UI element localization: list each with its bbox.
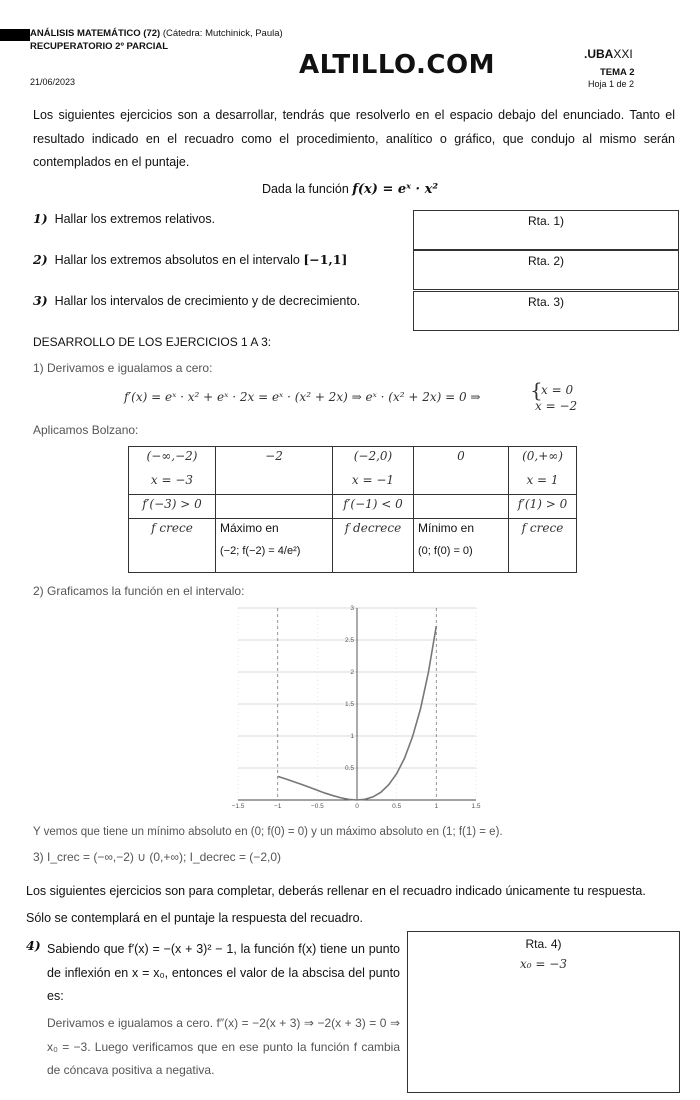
table-cell <box>414 495 509 519</box>
function-graph <box>226 600 486 815</box>
question-4-solution: Derivamos e igualamos a cero. f″(x) = −2(x + 3) ⇒ −2(x + 3) = 0 ⇒ x₀ = −3. Luego verificamos que en ese punto la función f cambia de cóncava positiva a negativa. <box>47 1016 400 1077</box>
y-tick-label: 2 <box>350 669 354 676</box>
root-1: x = 0 <box>541 383 574 397</box>
intro-paragraph: Los siguientes ejercicios son a desarrollar, tendrás que resolverlo en el espacio debajo del enunciado. Tanto el resultado indicado en el recuadro como el procedimiento, analítico o gráfico, que condujo al mismo serán contemplados en el puntaje. <box>33 108 675 169</box>
table-cell: x = −3 <box>129 471 216 495</box>
table-cell <box>509 543 577 573</box>
x-tick-label: −1.5 <box>231 803 245 810</box>
table-cell: Máximo en <box>216 519 333 543</box>
table-cell <box>216 495 333 519</box>
answer-box-4[interactable] <box>407 931 680 1093</box>
question-1: 1) Hallar los extremos relativos. <box>33 211 216 226</box>
derivative-equation: f′(x) = eˣ · x² + eˣ · 2x = eˣ · (x² + 2x) ⇒ eˣ · (x² + 2x) = 0 ⇒ <box>124 390 481 404</box>
x-tick-label: −0.5 <box>310 803 324 810</box>
table-cell: f crece <box>129 519 216 543</box>
table-cell <box>216 471 333 495</box>
tema-label: TEMA 2 <box>600 67 635 78</box>
question-4-number: 4) <box>26 938 41 953</box>
completion-instructions-1: Los siguientes ejercicios son para completar, deberás rellenar en el recuadro indicado únicamente tu respuesta. <box>26 884 646 898</box>
y-tick-label: 1 <box>350 733 354 740</box>
table-cell <box>414 471 509 495</box>
exam-date: 21/06/2023 <box>30 77 76 87</box>
x-tick-label: 1.5 <box>471 803 481 810</box>
question-3: 3) Hallar los intervalos de crecimiento y de decrecimiento. <box>33 293 361 308</box>
table-cell: −2 <box>216 447 333 471</box>
table-cell: (0; f(0) = 0) <box>414 543 509 573</box>
y-tick-label: 3 <box>350 605 354 612</box>
table-cell <box>333 543 414 573</box>
table-cell: (−2,0) <box>333 447 414 471</box>
table-cell: (−2; f(−2) = 4/e²) <box>216 543 333 573</box>
table-cell: f decrece <box>333 519 414 543</box>
completion-instructions-2: Sólo se contemplará en el puntaje la respuesta del recuadro. <box>26 911 364 925</box>
altillo-logo: ALTILLO.COM <box>299 50 495 80</box>
answer-box-1[interactable]: Rta. 1) <box>413 210 679 250</box>
function-statement: Dada la función f(x) = eˣ · x² <box>261 182 439 197</box>
table-cell: x = 1 <box>509 471 577 495</box>
table-cell: (−∞,−2) <box>129 447 216 471</box>
bolzano-label: Aplicamos Bolzano: <box>33 423 139 437</box>
root-2: x = −2 <box>535 399 578 413</box>
table-cell <box>129 543 216 573</box>
table-cell: f crece <box>509 519 577 543</box>
y-tick-label: 1.5 <box>344 701 354 708</box>
development-title: DESARROLLO DE LOS EJERCICIOS 1 A 3: <box>33 335 272 349</box>
table-cell: f′(−1) < 0 <box>333 495 414 519</box>
step-3-intervals: 3) I_crec = (−∞,−2) ∪ (0,+∞); I_decrec = (−2,0) <box>33 850 281 864</box>
uba-logo: .UBAXXI <box>584 47 633 61</box>
table-cell: Mínimo en <box>414 519 509 543</box>
x-tick-label: −1 <box>273 803 282 810</box>
answer-box-3[interactable]: Rta. 3) <box>413 291 679 331</box>
step-1-label: 1) Derivamos e igualamos a cero: <box>33 361 213 375</box>
step-2-label: 2) Graficamos la función en el intervalo: <box>33 584 245 598</box>
table-cell: x = −1 <box>333 471 414 495</box>
table-cell: f′(1) > 0 <box>509 495 577 519</box>
x-tick-label: 1 <box>434 803 439 810</box>
table-cell: (0,+∞) <box>509 447 577 471</box>
answer-4-label: Rta. 4) <box>525 937 562 951</box>
bolzano-table <box>128 446 577 573</box>
question-2: 2) Hallar los extremos absolutos en el intervalo [−1,1] <box>33 252 348 267</box>
x-tick-label: 0.5 <box>392 803 402 810</box>
answer-4-value: x₀ = −3 <box>520 957 567 971</box>
conclusion-text: Y vemos que tiene un mínimo absoluto en (0; f(0) = 0) y un máximo absoluto en (1; f(1) = e). <box>33 826 503 838</box>
x-tick-label: 0 <box>355 803 359 810</box>
course-title: ANÁLISIS MATEMÁTICO (72) (Cátedra: Mutchinick, Paula) <box>30 28 283 39</box>
table-cell: f′(−3) > 0 <box>129 495 216 519</box>
table-cell: 0 <box>414 447 509 471</box>
question-4-text: Sabiendo que f′(x) = −(x + 3)² − 1, la función f(x) tiene un punto de inflexión en x = x₀, entonces el valor de la abscisa del punto es: <box>47 942 400 1003</box>
y-tick-label: 0.5 <box>344 765 354 772</box>
black-bar <box>0 29 30 41</box>
answer-box-2[interactable]: Rta. 2) <box>413 250 679 290</box>
page-number: Hoja 1 de 2 <box>588 79 635 89</box>
y-tick-label: 2.5 <box>344 637 354 644</box>
system-brace: { <box>530 378 543 402</box>
exam-title: RECUPERATORIO 2º PARCIAL <box>30 41 169 52</box>
